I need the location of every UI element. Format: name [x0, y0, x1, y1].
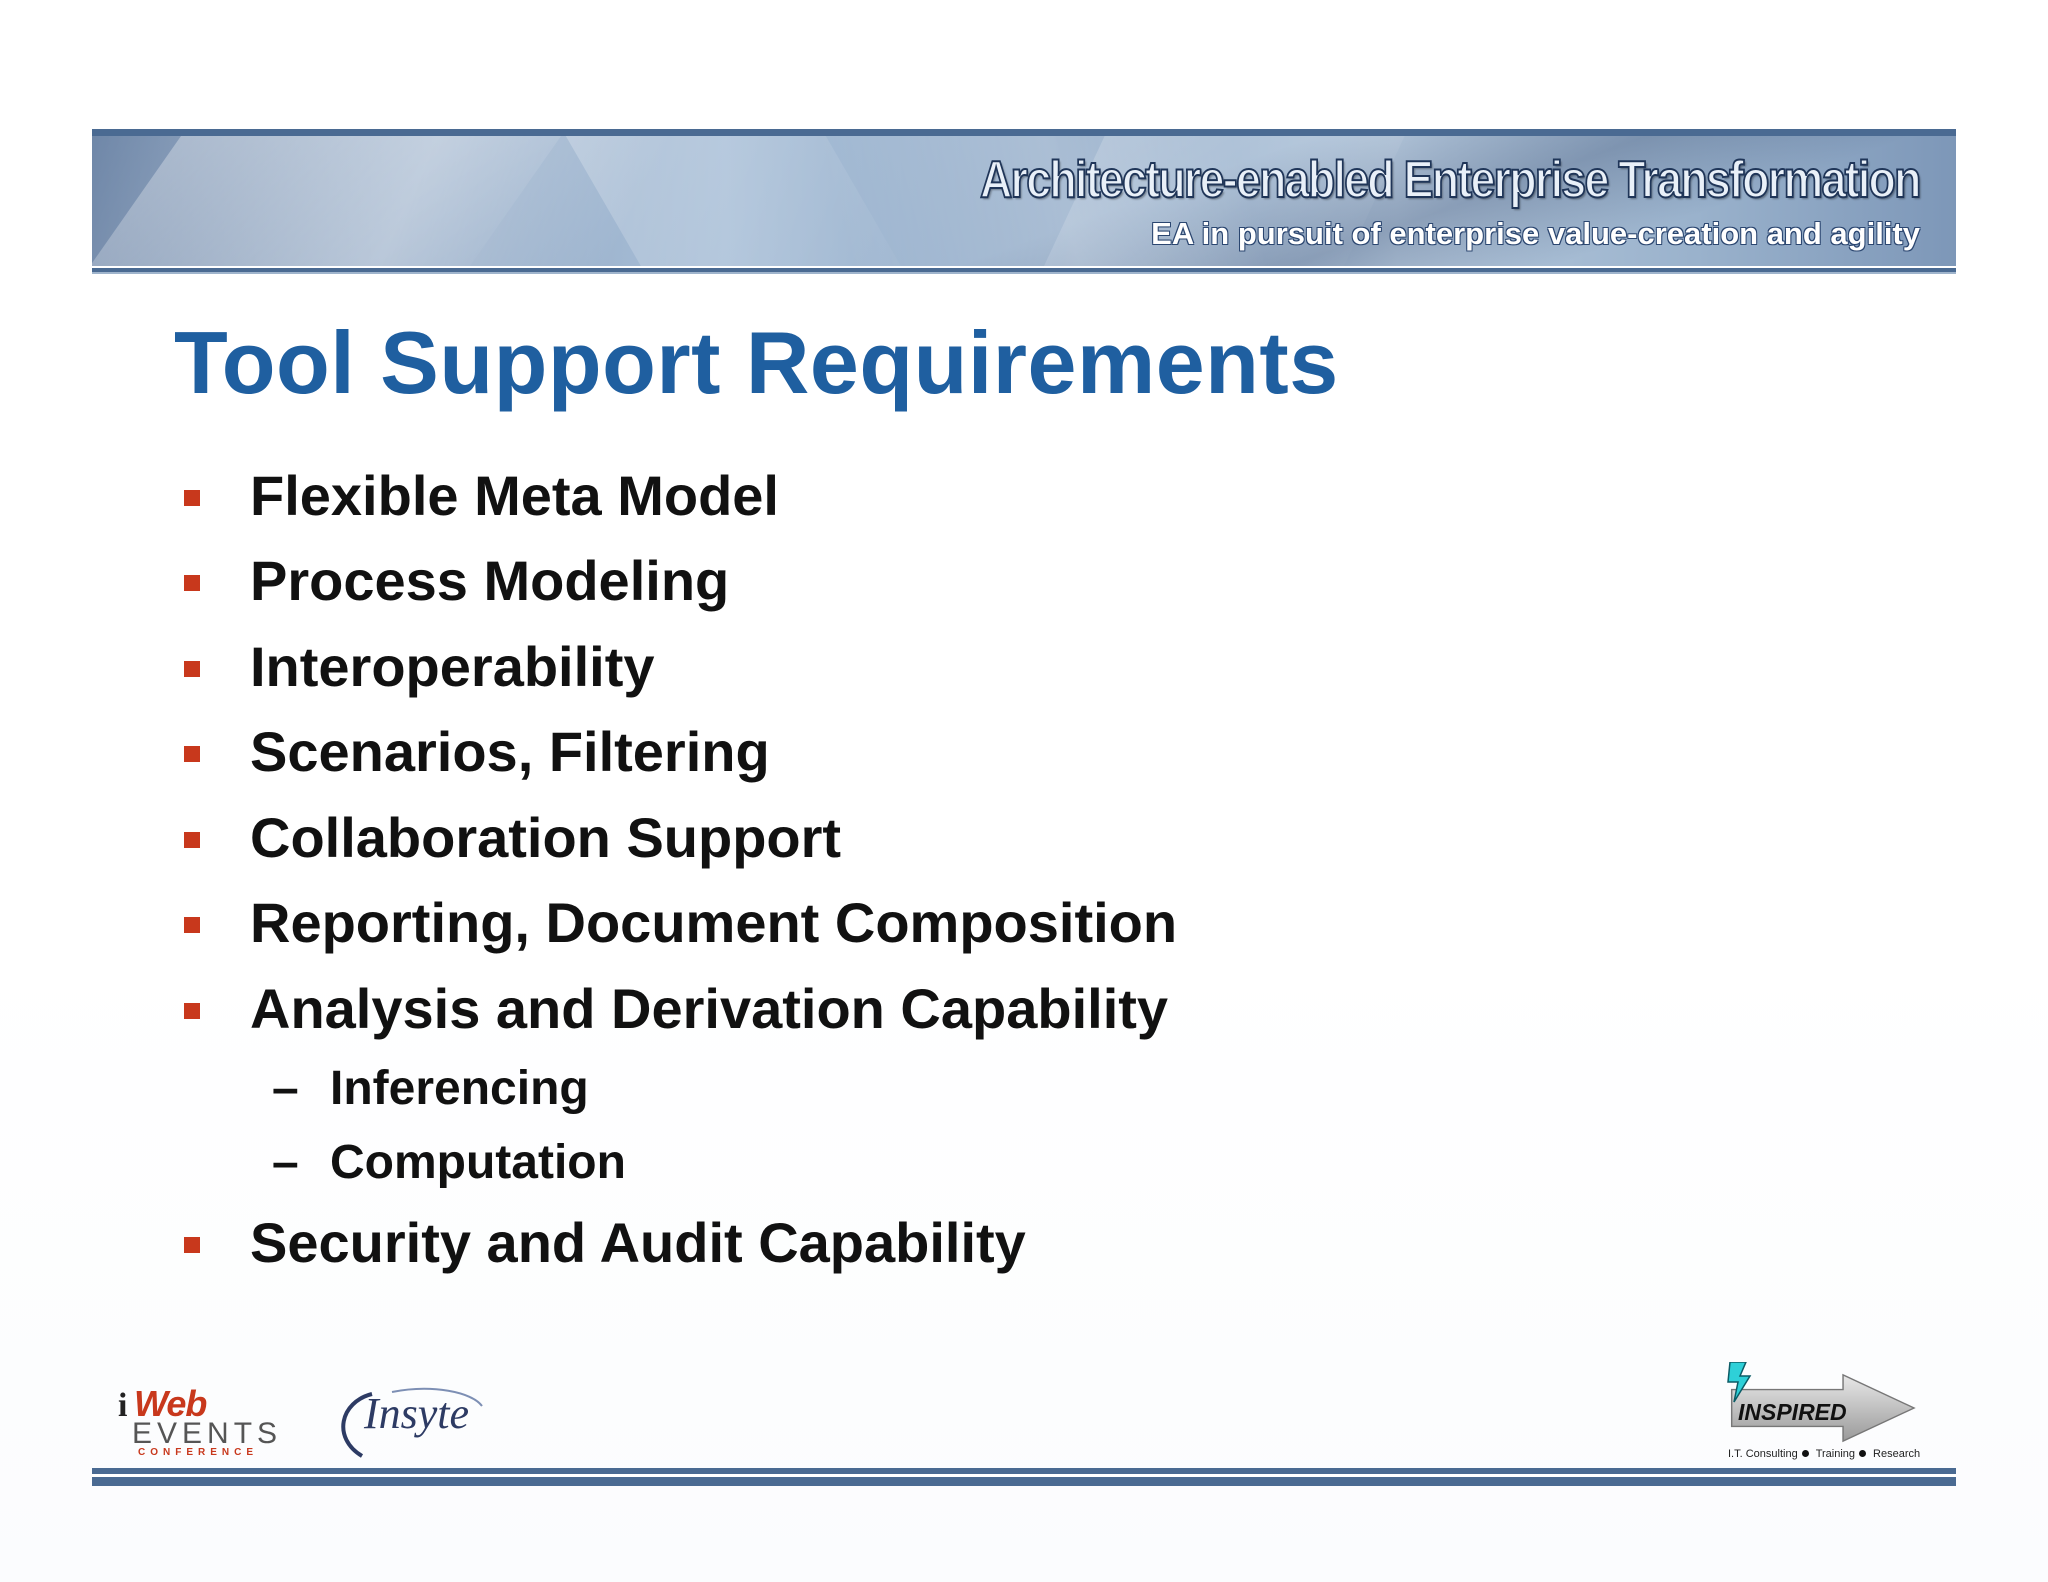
footer-rule — [92, 1468, 1956, 1486]
inspired-tagline — [1728, 1448, 1928, 1460]
bullet-text: Security and Audit Capability — [250, 1211, 1026, 1274]
bullet-text: Reporting, Document Composition — [250, 891, 1178, 954]
insyte-name-text: Insyte — [364, 1389, 470, 1438]
slide-title: Tool Support Requirements — [174, 313, 1339, 412]
bullet-marker — [184, 490, 200, 506]
bullet-text: Interoperability — [250, 635, 655, 698]
inspired-word: INSPIRED — [1738, 1399, 1847, 1425]
bullet-marker — [184, 575, 200, 591]
bullet-marker — [184, 832, 200, 848]
bullet-dot-icon — [1802, 1450, 1809, 1457]
bullet-text: Scenarios, Filtering — [250, 720, 770, 783]
inspired-tag: Training — [1815, 1448, 1856, 1460]
bullet-text: Collaboration Support — [250, 806, 842, 869]
iweb-events-text: EVENTS — [132, 1417, 283, 1450]
sub-bullet-text: Computation — [330, 1136, 626, 1189]
bullet-text: Process Modeling — [250, 549, 730, 612]
iweb-i-icon: i — [118, 1387, 128, 1424]
bullet-marker — [184, 1237, 200, 1253]
banner-rule-bottom — [92, 266, 1956, 274]
bullet-marker — [184, 917, 200, 933]
banner-title: Architecture-enabled Enterprise Transformation — [980, 151, 1920, 209]
bullet-dot-icon — [1859, 1450, 1866, 1457]
insyte-logo — [332, 1386, 492, 1462]
banner-facet — [554, 136, 929, 266]
inspired-logo — [1724, 1362, 1924, 1462]
sub-bullet-dash: – — [272, 1136, 299, 1189]
bullet-marker — [184, 661, 200, 677]
header-banner — [92, 136, 1956, 266]
banner-subtitle: EA in pursuit of enterprise value-creation and agility — [1151, 216, 1920, 251]
bullet-marker — [184, 746, 200, 762]
inspired-tag: Research — [1873, 1448, 1921, 1460]
sub-bullet-text: Inferencing — [330, 1062, 589, 1115]
bullet-marker — [184, 1003, 200, 1019]
banner-rule-top — [92, 129, 1956, 136]
iweb-conference-text: CONFERENCE — [138, 1447, 259, 1458]
iweb-events-logo — [112, 1383, 312, 1459]
bullet-text: Flexible Meta Model — [250, 464, 779, 527]
sub-bullet-dash: – — [272, 1062, 299, 1115]
bullet-text: Analysis and Derivation Capability — [250, 977, 1169, 1040]
inspired-tag: I.T. Consulting — [1728, 1448, 1798, 1460]
banner-facet — [92, 136, 589, 266]
iweb-web-text: Web — [134, 1383, 207, 1424]
